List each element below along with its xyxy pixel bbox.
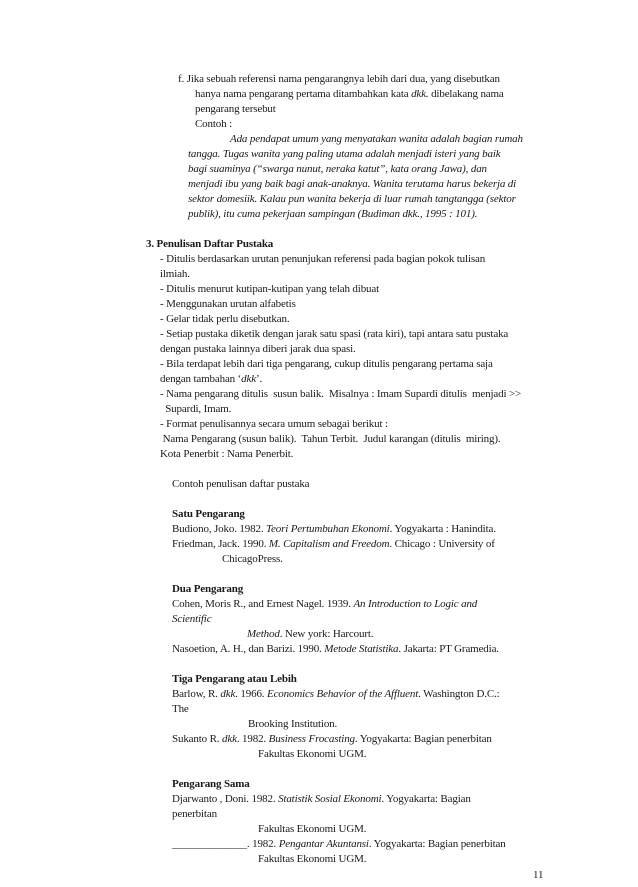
- example-quote-line-5: sektor domesiik. Kalau pun wanita bekerja di luar rumah tangtangga (sektor: [188, 193, 516, 205]
- dua-pengarang-heading: Dua Pengarang: [172, 583, 244, 595]
- rule-line: dengan pustaka lainnya diberi jarak dua spasi.: [160, 343, 356, 355]
- example-quote-line-2: tangga. Tugas wanita yang paling utama adalah menjadi isteri yang baik: [188, 148, 501, 160]
- reference-entry-continuation: Fakultas Ekonomi UGM.: [258, 853, 367, 865]
- item-f-line-1: f. Jika sebuah referensi nama pengarangnya lebih dari dua, yang disebutkan: [178, 73, 500, 85]
- rule-line: - Nama pengarang ditulis susun balik. Misalnya : Imam Supardi ditulis menjadi >>: [160, 388, 522, 400]
- pengarang-sama-heading: Pengarang Sama: [172, 778, 250, 790]
- example-quote-line-3: bagi suaminya (“swarga nunut, neraka katut”, kata orang Jawa), dan: [188, 163, 487, 175]
- page-number: 11: [533, 869, 544, 881]
- item-f-line-3: pengarang tersebut: [195, 103, 276, 115]
- section-3-heading: 3. Penulisan Daftar Pustaka: [146, 238, 274, 250]
- example-quote-line-1: Ada pendapat umum yang menyatakan wanita adalah bagian rumah: [230, 133, 523, 145]
- reference-entry-continuation: ChicagoPress.: [222, 553, 283, 565]
- reference-entry: Cohen, Moris R., and Ernest Nagel. 1939. An Introduction to Logic and: [172, 598, 478, 610]
- item-f-line-2: hanya nama pengarang pertama ditambahkan kata dkk. dibelakang nama: [195, 88, 504, 100]
- reference-entry-continuation: penerbitan: [172, 808, 217, 820]
- reference-entry-continuation: Scientific: [172, 613, 212, 625]
- contoh-title: Contoh penulisan daftar pustaka: [172, 478, 310, 490]
- reference-entry-continuation: Fakultas Ekonomi UGM.: [258, 748, 367, 760]
- example-quote-line-4: menjadi ibu yang baik bagi anak-anaknya. Wanita terutama harus bekerja di: [188, 178, 517, 190]
- reference-entry-continuation: The: [172, 703, 189, 715]
- rule-line-dkk: dengan tambahan ‘dkk’.: [160, 373, 263, 385]
- rule-line: - Menggunakan urutan alfabetis: [160, 298, 296, 310]
- rule-line: Kota Penerbit : Nama Penerbit.: [160, 448, 294, 460]
- example-quote-line-6: publik), itu cuma pekerjaan sampingan (Budiman dkk., 1995 : 101).: [188, 208, 478, 220]
- reference-entry: ______________. 1982. Pengantar Akuntansi. Yogyakarta: Bagian penerbitan: [172, 838, 506, 850]
- reference-entry-continuation: Fakultas Ekonomi UGM.: [258, 823, 367, 835]
- rule-line: - Gelar tidak perlu disebutkan.: [160, 313, 290, 325]
- rule-line: - Ditulis berdasarkan urutan penunjukan referensi pada bagian pokok tulisan: [160, 253, 486, 265]
- reference-entry: Sukanto R. dkk. 1982. Business Frocasting. Yogyakarta: Bagian penerbitan: [172, 733, 492, 745]
- item-f-contoh-label: Contoh :: [195, 118, 232, 130]
- reference-entry-continuation: Method. New york: Harcourt.: [247, 628, 374, 640]
- tiga-pengarang-heading: Tiga Pengarang atau Lebih: [172, 673, 297, 685]
- satu-pengarang-heading: Satu Pengarang: [172, 508, 245, 520]
- reference-entry: Djarwanto , Doni. 1982. Statistik Sosial Ekonomi. Yogyakarta: Bagian: [172, 793, 471, 805]
- rule-line: - Bila terdapat lebih dari tiga pengarang, cukup ditulis pengarang pertama saja: [160, 358, 493, 370]
- reference-entry: Friedman, Jack. 1990. M. Capitalism and Freedom. Chicago : University of: [172, 538, 495, 550]
- reference-entry: Budiono, Joko. 1982. Teori Pertumbuhan Ekonomi. Yogyakarta : Hanindita.: [172, 523, 496, 535]
- reference-entry: Barlow, R. dkk. 1966. Economics Behavior of the Affluent. Washington D.C.:: [172, 688, 500, 700]
- rule-line: Supardi, Imam.: [160, 403, 232, 415]
- reference-entry: Nasoetion, A. H., dan Barizi. 1990. Metode Statistika. Jakarta: PT Gramedia.: [172, 643, 499, 655]
- rule-line: - Setiap pustaka diketik dengan jarak satu spasi (rata kiri), tapi antara satu pustaka: [160, 328, 509, 340]
- reference-entry-continuation: Brooking Institution.: [248, 718, 338, 730]
- rule-line: ilmiah.: [160, 268, 190, 280]
- rule-line: - Format penulisannya secara umum sebagai berikut :: [160, 418, 388, 430]
- rule-line: Nama Pengarang (susun balik). Tahun Terbit. Judul karangan (ditulis miring).: [160, 433, 501, 445]
- rule-line: - Ditulis menurut kutipan-kutipan yang telah dibuat: [160, 283, 380, 295]
